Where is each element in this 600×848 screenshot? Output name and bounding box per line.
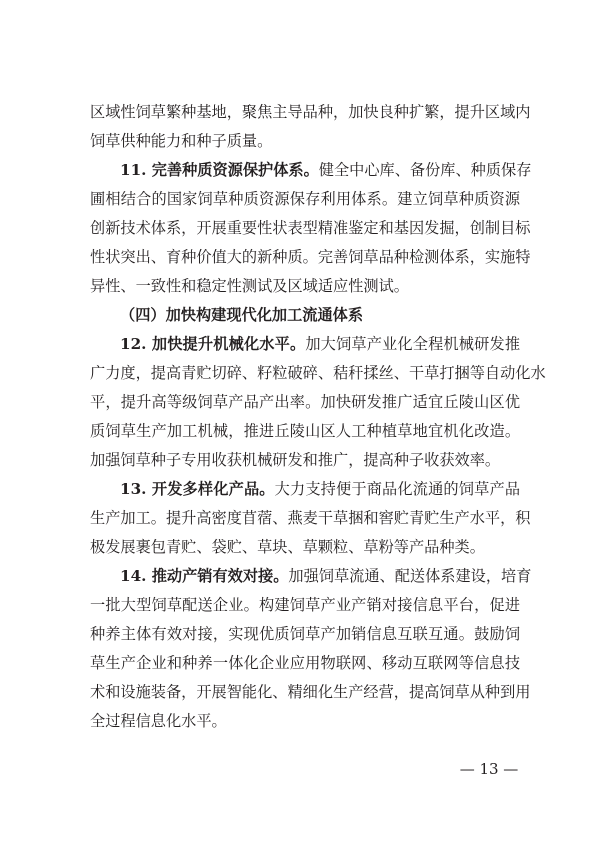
text-line: 生产加工。提升高密度苜蓿、燕麦干草捆和窖贮青贮生产水平，积 — [90, 509, 531, 527]
text-line — [120, 477, 520, 501]
text-line: 性状突出、育种价值大的新种质。完善饲草品种检测体系，实施特 — [90, 248, 531, 266]
text-line: 术和设施装备，开展智能化、精细化生产经营，提高饲草从种到用 — [90, 683, 531, 701]
page-number: — 13 — — [459, 760, 519, 778]
item-13-text: 大力支持便于商品化流通的饲草产品 — [274, 480, 521, 498]
item-12-text: 加大饲草产业化全程机械研发推 — [305, 335, 521, 353]
item-13-title: 13. 开发多样化产品。 — [120, 480, 275, 498]
text-line: 加强饲草种子专用收获机械研发和推广，提高种子收获效率。 — [90, 451, 501, 469]
text-line — [120, 158, 532, 182]
text-line: 全过程信息化水平。 — [90, 712, 227, 730]
item-14-title: 14. 推动产销有效对接。 — [120, 567, 289, 585]
text-line: 质饲草生产加工机械，推进丘陵山区人工种植草地宜机化改造。 — [90, 422, 520, 440]
item-11-text: 健全中心库、备份库、种质保存 — [318, 161, 532, 179]
text-line: 区域性饲草繁种基地，聚焦主导品种，加快良种扩繁，提升区域内 — [90, 103, 531, 121]
text-line — [120, 564, 532, 588]
item-11-title: 11. 完善种质资源保护体系。 — [120, 161, 319, 179]
text-line: 种养主体有效对接，实现优质饲草产加销信息互联互通。鼓励饲 — [90, 625, 520, 643]
text-line: 饲草供种能力和种子质量。 — [90, 132, 273, 150]
text-line: 草生产企业和种养一体化企业应用物联网、移动互联网等信息技 — [90, 654, 520, 672]
item-14-text: 加强饲草流通、配送体系建设，培育 — [288, 567, 532, 585]
text-line: 圃相结合的国家饲草种质资源保存利用体系。建立饲草种质资源 — [90, 190, 520, 208]
section-heading: （四）加快构建现代化加工流通体系 — [120, 306, 363, 324]
text-line: 异性、一致性和稳定性测试及区域适应性测试。 — [90, 277, 409, 295]
text-line: 平，提升高等级饲草产品产出率。加快研发推广适宜丘陵山区优 — [90, 393, 520, 411]
text-line — [120, 332, 520, 356]
text-line: 创新技术体系，开展重要性状表型精准鉴定和基因发掘，创制目标 — [90, 219, 531, 237]
item-12-title: 12. 加快提升机械化水平。 — [120, 335, 306, 353]
text-line: 广力度，提高青贮切碎、籽粒破碎、秸秆揉丝、干草打捆等自动化水 — [90, 364, 546, 382]
text-line: 极发展裹包青贮、袋贮、草块、草颗粒、草粉等产品种类。 — [90, 538, 485, 556]
text-line: 一批大型饲草配送企业。构建饲草产业产销对接信息平台，促进 — [90, 596, 520, 614]
